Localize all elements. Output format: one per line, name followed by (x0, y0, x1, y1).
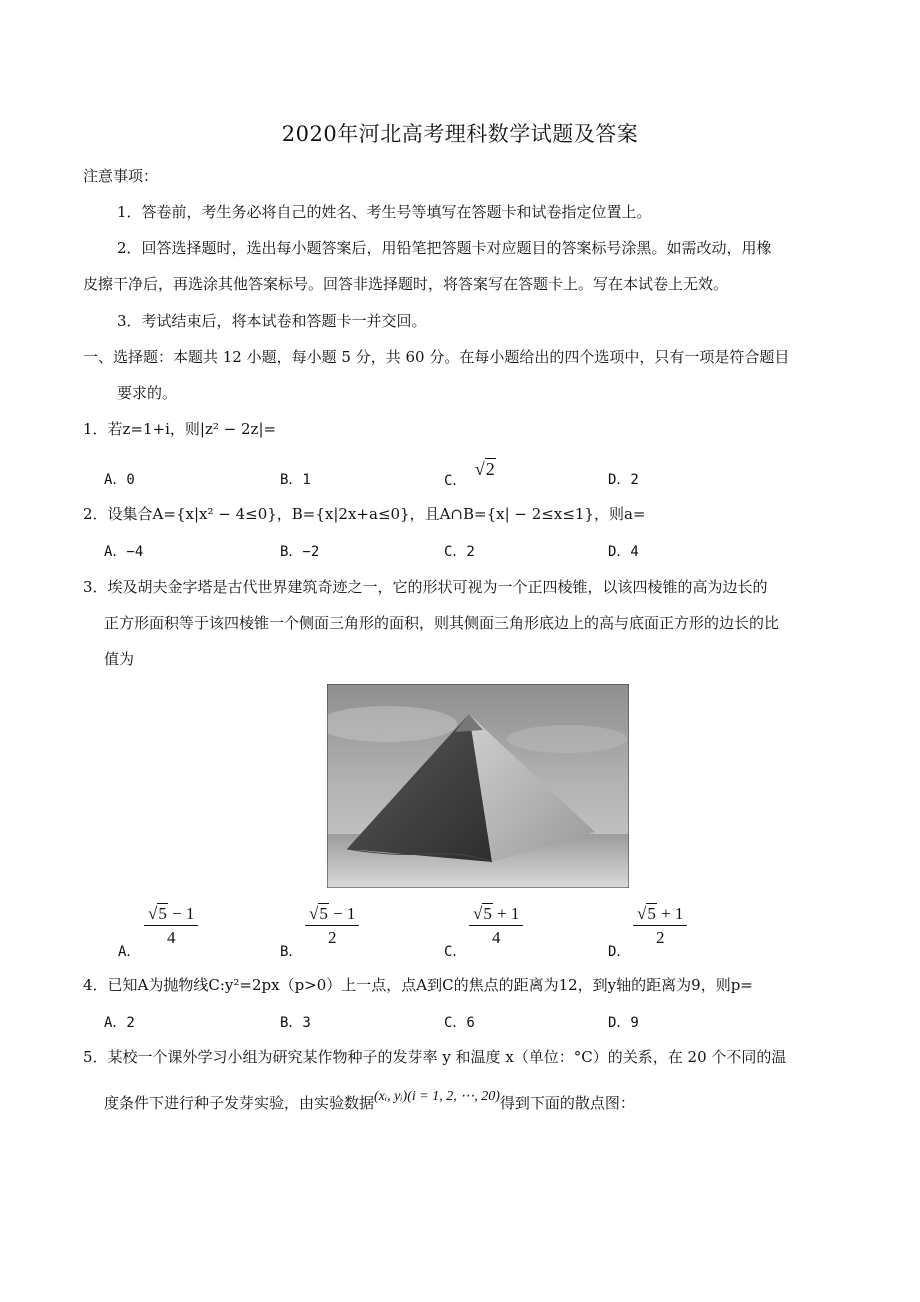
question-2-option-a: A．−4 (104, 544, 144, 560)
question-3-option-a-fraction (146, 904, 196, 948)
question-1-option-c (444, 459, 496, 490)
question-5-line-2 (104, 1089, 635, 1115)
question-4-option-c: C．6 (444, 1015, 475, 1031)
question-1-option-b: B．1 (280, 472, 311, 488)
notice-item-1: 1．答卷前，考生务必将自己的姓名、考生号等填写在答题卡和试卷指定位置上。 (117, 203, 652, 221)
question-3-option-c-label: C． (444, 944, 467, 960)
sqrt-expression: √2 (474, 459, 495, 479)
question-5-line-1: 5．某校一个课外学习小组为研究某作物种子的发芽率 y 和温度 x（单位：°C）的关系，在 20 个不同的温 (83, 1048, 787, 1066)
page-title: 2020年河北高考理科数学试题及答案 (281, 122, 639, 146)
sqrt-expression: √5 (148, 904, 167, 923)
radicand: 5 (483, 904, 492, 923)
sqrt-expression: √5 (473, 904, 492, 923)
question-4-option-a: A．2 (104, 1015, 135, 1031)
fraction-numerator (635, 904, 685, 925)
notice-item-2-line-2: 皮擦干净后，再选涂其他答案标号。回答非选择题时，将答案写在答题卡上。写在本试卷上无效。 (83, 275, 729, 293)
question-3-option-d-fraction (635, 904, 685, 948)
question-3-option-a-label: A． (118, 944, 141, 960)
question-2-stem: 2．设集合A={x|x² − 4≤0}，B={x|2x+a≤0}，且A∩B={x| − 2≤x≤1}，则a= (83, 505, 646, 523)
question-1-stem: 1．若z=1+i，则|z² − 2z|= (83, 420, 277, 438)
numerator-operator: + 1 (656, 904, 684, 923)
sqrt-expression: √5 (309, 904, 328, 923)
numerator-operator: − 1 (328, 904, 356, 923)
data-set-expression: (xᵢ, yᵢ)(i = 1, 2, ⋯, 20) (374, 1089, 500, 1104)
question-3-option-c-fraction (471, 904, 521, 948)
question-3-line-1: 3．埃及胡夫金字塔是古代世界建筑奇迹之一，它的形状可视为一个正四棱锥，以该四棱锥的高为边长的 (83, 578, 768, 596)
notice-item-3: 3．考试结束后，将本试卷和答题卡一并交回。 (117, 312, 427, 330)
question-1-option-c-label: C． (444, 473, 467, 489)
numerator-operator: − 1 (167, 904, 195, 923)
pyramid-photo (327, 684, 629, 888)
radicand: 5 (158, 904, 167, 923)
question-3-option-b-label: B． (280, 944, 303, 960)
numerator-operator: + 1 (492, 904, 520, 923)
question-4-option-d: D．9 (608, 1015, 639, 1031)
question-4-stem: 4．已知A为抛物线C:y²=2px（p>0）上一点，点A到C的焦点的距离为12，到y轴的距离为9，则p= (83, 976, 753, 994)
question-3-option-d-label: D． (608, 944, 631, 960)
radicand: 5 (319, 904, 328, 923)
question-4-option-b: B．3 (280, 1015, 311, 1031)
fraction-denominator: 4 (166, 928, 176, 947)
question-2-option-c: C．2 (444, 544, 475, 560)
section-heading-line-2: 要求的。 (117, 384, 178, 402)
notice-heading: 注意事项： (83, 167, 159, 185)
section-heading-line-1: 一、选择题：本题共 12 小题，每小题 5 分，共 60 分。在每小题给出的四个选项中，只有一项是符合题目 (83, 348, 790, 366)
radicand: 5 (647, 904, 656, 923)
sqrt-expression: √5 (637, 904, 656, 923)
question-2-option-d: D．4 (608, 544, 639, 560)
question-5-line-2-text: 度条件下进行种子发芽实验，由实验数据 (104, 1094, 375, 1112)
radicand: 2 (485, 459, 495, 479)
question-1-option-a: A．0 (104, 472, 135, 488)
question-3-line-3: 值为 (104, 650, 135, 668)
fraction-denominator: 4 (491, 928, 501, 947)
question-2-option-b: B．−2 (280, 544, 320, 560)
fraction-numerator (146, 904, 196, 925)
question-3-option-b-fraction (307, 904, 357, 948)
fraction-denominator: 2 (327, 928, 337, 947)
question-1-option-d: D．2 (608, 472, 639, 488)
fraction-numerator (307, 904, 357, 925)
question-3-line-2: 正方形面积等于该四棱锥一个侧面三角形的面积，则其侧面三角形底边上的高与底面正方形的边长的比 (104, 614, 780, 632)
fraction-denominator: 2 (655, 928, 665, 947)
fraction-numerator (471, 904, 521, 925)
question-5-line-2-tail: 得到下面的散点图： (499, 1094, 635, 1112)
notice-item-2-line-1: 2．回答选择题时，选出每小题答案后，用铅笔把答题卡对应题目的答案标号涂黑。如需改动，用橡 (117, 239, 772, 257)
